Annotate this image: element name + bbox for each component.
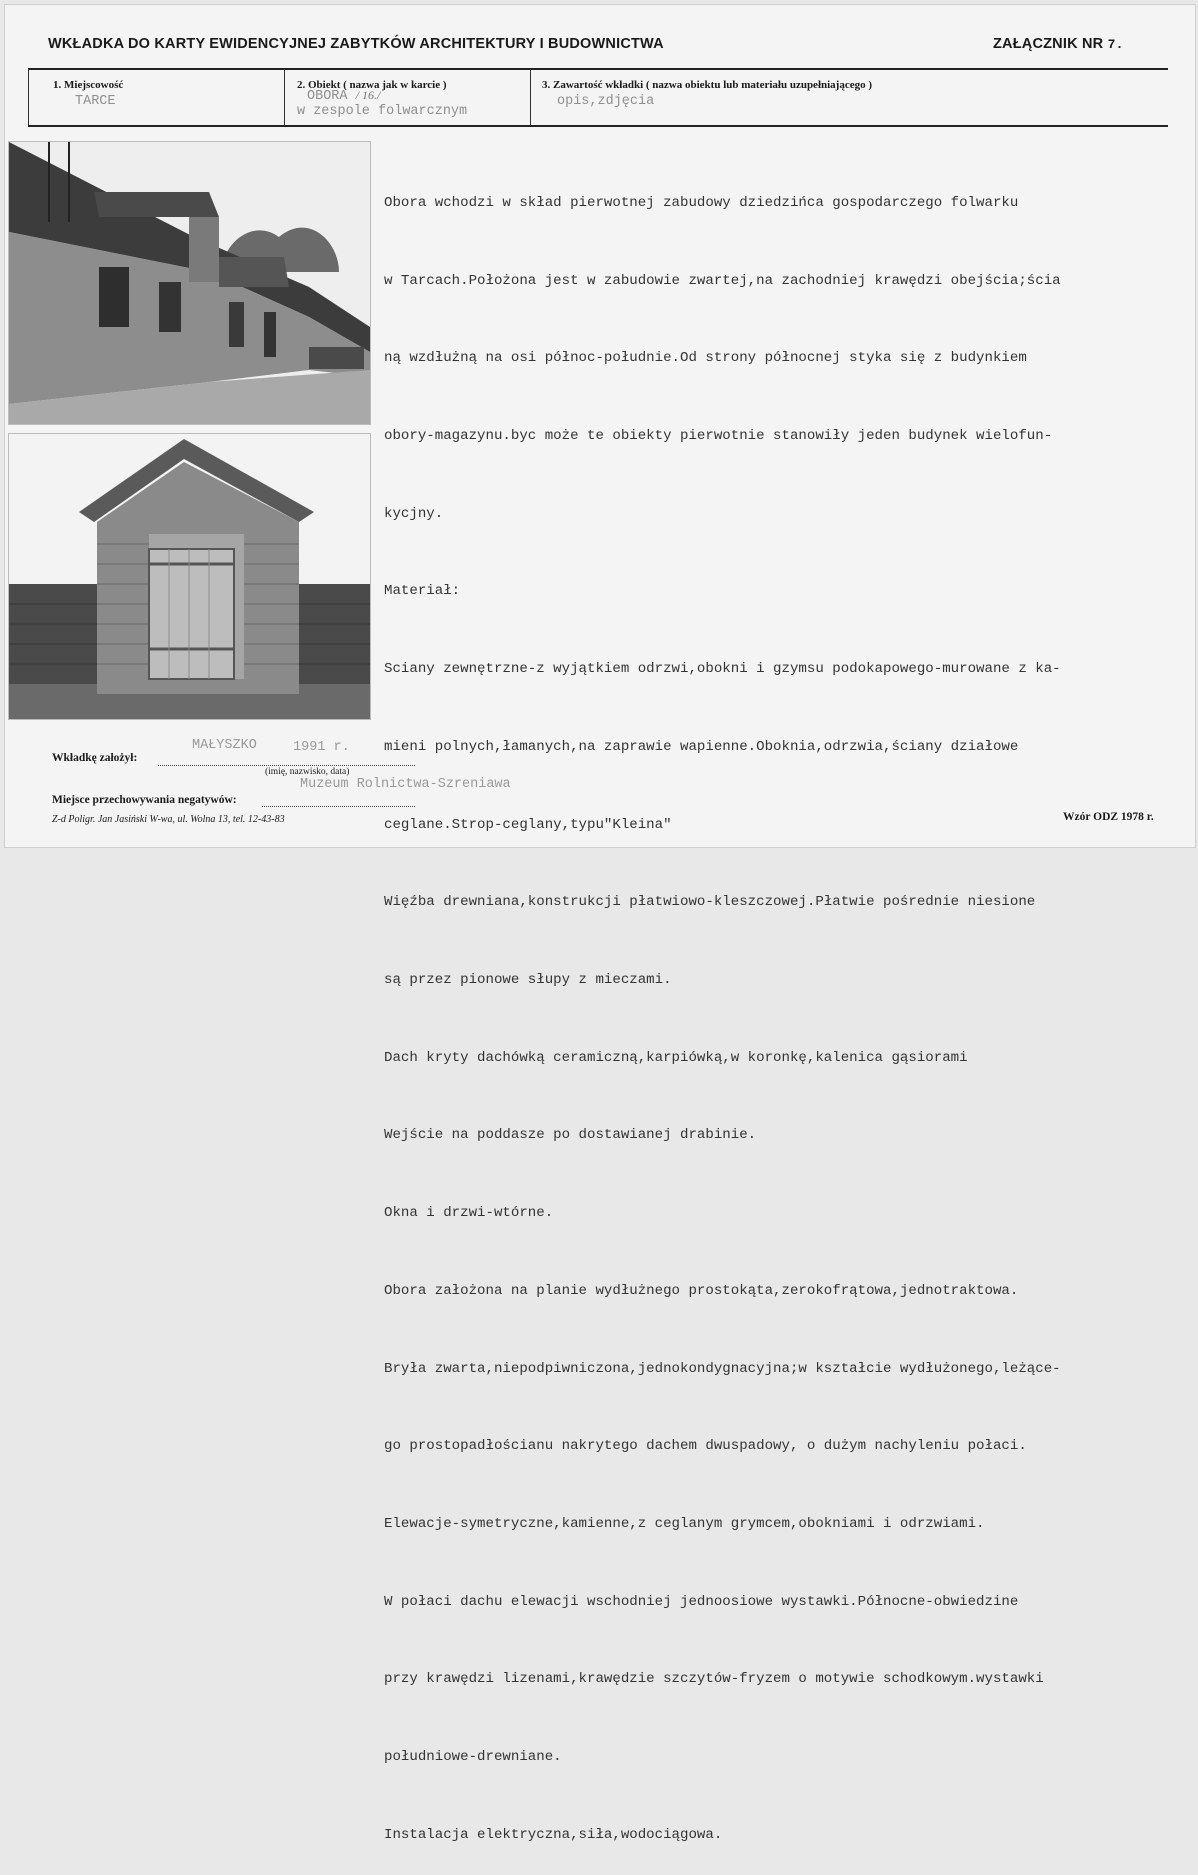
- negatives-stamp: Muzeum Rolnictwa-Szreniawa: [300, 777, 511, 792]
- object-context: w zespole folwarcznym: [297, 104, 468, 119]
- place-label: 1. Miejscowość: [53, 79, 124, 91]
- form-version: Wzór ODZ 1978 r.: [1063, 811, 1154, 823]
- text-line: w Tarcach.Położona jest w zabudowie zwartej,na zachodniej krawędzi obejścia;ścia: [384, 272, 1061, 289]
- place-value: TARCE: [75, 94, 116, 109]
- divider-left: [28, 69, 29, 125]
- brick-dormer-image: [9, 434, 370, 719]
- form-title: WKŁADKA DO KARTY EWIDENCYJNEJ ZABYTKÓW ARCHITEKTURY I BUDOWNICTWA: [48, 36, 664, 52]
- top-rule: [28, 68, 1168, 70]
- attachment-label: [993, 36, 1124, 52]
- text-line: obory-magazynu.byc może te obiekty pierwotnie stanowiły jeden budynek wielofun-: [384, 427, 1053, 444]
- text-line: kycjny.: [384, 505, 444, 522]
- negatives-label: Miejsce przechowywania negatywów:: [52, 794, 237, 806]
- text-line: Obora wchodzi w skład pierwotnej zabudowy dziedzińca gospodarczego folwarku: [384, 194, 1019, 211]
- divider-1: [284, 69, 285, 125]
- text-line: Bryła zwarta,niepodpiwniczona,jednokondygnacyjna;w kształcie wydłużonego,leżące-: [384, 1360, 1061, 1377]
- object-label: 2. Obiekt ( nazwa jak w karcie ): [297, 79, 447, 91]
- attachment-text: ZAŁĄCZNIK NR: [993, 36, 1104, 52]
- text-line: są przez pionowe słupy z mieczami.: [384, 972, 672, 988]
- photo-brick-dormer: [8, 433, 371, 720]
- content-label: 3. Zawartość wkładki ( nazwa obiektu lub materiału uzupełniającego ): [542, 79, 873, 91]
- text-line: mieni polnych,łamanych,na zaprawie wapienne.Oboknia,odrzwia,ściany działowe: [384, 738, 1019, 755]
- text-line: Instalacja elektryczna,siła,wodociągowa.: [384, 1826, 723, 1843]
- author-dotted-line: [158, 765, 415, 766]
- content-value: opis,zdjęcia: [557, 94, 655, 109]
- negatives-dotted-line: [262, 806, 415, 807]
- barn-exterior-image: [9, 142, 370, 424]
- description-text: [384, 139, 1174, 1875]
- text-line: przy krawędzi lizenami,krawędzie szczytów-fryzem o motywie schodkowym.wystawki: [384, 1671, 1044, 1688]
- text-line: Obora założona na planie wydłużnego prostokąta,zerokofrątowa,jednotraktowa.: [384, 1282, 1019, 1299]
- object-name: OBORA: [307, 89, 348, 104]
- author-label: Wkładkę założył:: [52, 752, 138, 764]
- text-line: ceglane.Strop-ceglany,typu"Kleina": [384, 816, 672, 833]
- attachment-number: 7.: [1107, 37, 1124, 52]
- text-line: Więźba drewniana,konstrukcji płatwiowo-kleszczowej.Płatwie pośrednie niesione: [384, 894, 1036, 911]
- author-stamp: MAŁYSZKO: [192, 738, 257, 753]
- author-year: 1991 r.: [293, 740, 350, 755]
- text-line: Wejście na poddasze po dostawianej drabinie.: [384, 1127, 757, 1144]
- divider-2: [530, 69, 531, 125]
- printer-imprint: Z-d Poligr. Jan Jasiński W-wa, ul. Wolna 13, tel. 12-43-83: [52, 814, 285, 825]
- mid-rule: [28, 125, 1168, 127]
- text-line: go prostopadłościanu nakrytego dachem dwuspadowy, o dużym nachyleniu połaci.: [384, 1438, 1027, 1455]
- text-line: ną wzdłużną na osi północ-południe.Od strony północnej styka się z budynkiem: [384, 350, 1027, 367]
- text-line: Sciany zewnętrzne-z wyjątkiem odrzwi,obokni i gzymsu podokapowego-murowane z ka-: [384, 661, 1061, 678]
- text-line: W połaci dachu elewacji wschodniej jednoosiowe wystawki.Północne-obwiedzine: [384, 1593, 1019, 1610]
- author-hint: (imię, nazwisko, data): [265, 767, 350, 777]
- text-line: Okna i drzwi-wtórne.: [384, 1205, 554, 1222]
- object-number-handwritten: / 16./: [355, 88, 381, 102]
- object-value: [307, 88, 380, 104]
- text-line: południowe-drewniane.: [384, 1749, 562, 1766]
- text-line: Dach kryty dachówką ceramiczną,karpiówką,w koronkę,kalenica gąsiorami: [384, 1049, 968, 1066]
- text-line: Materiał:: [384, 583, 461, 600]
- photo-barn-exterior: [8, 141, 371, 425]
- text-line: Elewacje-symetryczne,kamienne,z ceglanym grymcem,obokniami i odrzwiami.: [384, 1516, 985, 1533]
